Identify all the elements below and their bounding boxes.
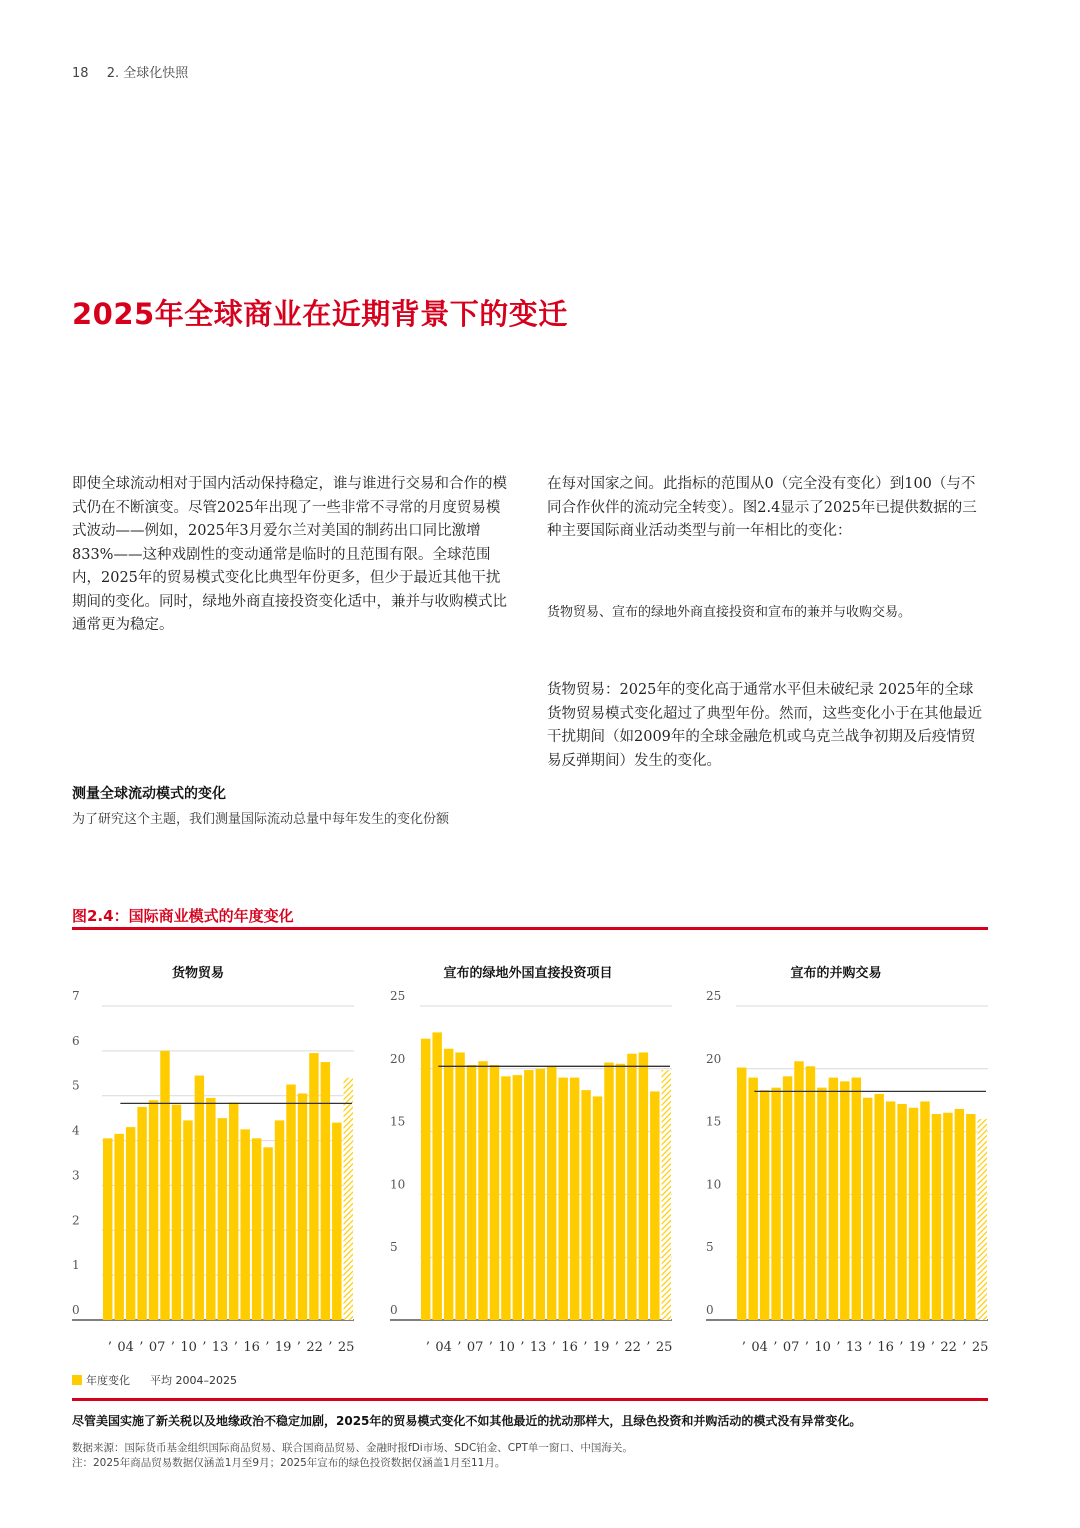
bar-partial-year [344, 1078, 353, 1320]
x-tick-label: ’ [139, 1340, 144, 1355]
bar [604, 1063, 613, 1320]
bar [126, 1127, 135, 1320]
x-tick-label: ’ [962, 1340, 967, 1355]
bar [863, 1098, 872, 1320]
mergers-acquisitions-chart [696, 990, 996, 1360]
y-tick-label: 1 [72, 1258, 80, 1273]
x-tick-label: 04 [117, 1340, 134, 1355]
x-tick-label: 22 [624, 1340, 641, 1355]
bar [627, 1054, 636, 1320]
y-tick-label: 25 [390, 990, 406, 1003]
page-title: 2025年全球商业在近期背景下的变迁 [72, 297, 568, 331]
x-tick-label: 19 [274, 1340, 292, 1355]
bar [966, 1114, 975, 1320]
bar [760, 1090, 769, 1320]
y-tick-label: 4 [72, 1123, 80, 1138]
x-tick-label: ’ [107, 1340, 112, 1355]
bar [103, 1138, 112, 1320]
x-tick-label: 19 [908, 1340, 926, 1355]
x-tick-label: 04 [435, 1340, 452, 1355]
y-tick-label: 20 [706, 1051, 722, 1066]
x-tick-label: 13 [529, 1340, 547, 1355]
x-tick-label: 04 [751, 1340, 768, 1355]
bar [467, 1065, 476, 1320]
bar [829, 1078, 838, 1320]
x-tick-label: 13 [845, 1340, 863, 1355]
bar [252, 1138, 261, 1320]
legend-bar-label: 年度变化 [86, 1374, 130, 1387]
x-tick-label: ’ [425, 1340, 430, 1355]
x-tick-label: 10 [498, 1340, 515, 1355]
bar [206, 1098, 215, 1320]
chart-title-goods-trade: 货物贸易 [171, 966, 224, 981]
intro-paragraph: 即使全球流动相对于国内活动保持稳定，谁与谁进行交易和合作的模式仍在不断演变。尽管2025年出现了一些非常不寻常的月度贸易模式波动——例如，2025年3月爱尔兰对美国的制药出口同比激增833%——这种戏剧性的变动通常是临时的且范围有限。全球范围内，2025年的贸易模式变化比典型年份更多，但少于最近其他干扰期间的变化。同时，绿地外商直接投资变化适中，兼并与收购模式比通常更为稳定。 [72, 476, 507, 633]
bar [840, 1081, 849, 1320]
bar [114, 1134, 123, 1320]
activity-types-paragraph: 货物贸易、宣布的绿地外商直接投资和宣布的兼并与收购交易。 [547, 605, 912, 620]
subheading: 测量全球流动模式的变化 [72, 786, 226, 802]
bar [737, 1068, 746, 1320]
bar [183, 1120, 192, 1320]
x-tick-label: ’ [583, 1340, 588, 1355]
x-tick-label: ’ [488, 1340, 493, 1355]
legend-average-label: 平均 2004–2025 [150, 1374, 237, 1387]
goods-trade-chart [62, 990, 362, 1360]
bar [897, 1104, 906, 1320]
x-tick-label: 07 [466, 1340, 484, 1355]
figure-conclusion: 尽管美国实施了新关税以及地缘政治不稳定加剧，2025年的贸易模式变化不如其他最近的扰动那样大，且绿色投资和并购活动的模式没有异常变化。 [72, 1414, 862, 1428]
y-tick-label: 5 [706, 1240, 714, 1255]
y-tick-label: 0 [706, 1303, 714, 1317]
y-tick-label: 15 [390, 1114, 406, 1129]
x-tick-label: ’ [265, 1340, 270, 1355]
x-tick-label: ’ [741, 1340, 746, 1355]
legend-bar-swatch [72, 1375, 82, 1385]
x-tick-label: ’ [328, 1340, 333, 1355]
bar [886, 1101, 895, 1320]
bar [909, 1108, 918, 1320]
figure-title: 图2.4：国际商业模式的年度变化 [72, 907, 294, 925]
bar [955, 1109, 964, 1320]
y-tick-label: 0 [390, 1303, 398, 1317]
bar [286, 1085, 295, 1321]
section-name: 2. 全球化快照 [106, 66, 189, 81]
page-header [72, 62, 188, 81]
subheading-text: 为了研究这个主题，我们测量国际流动总量中每年发生的变化份额 [72, 812, 450, 827]
x-tick-label: ’ [520, 1340, 525, 1355]
x-tick-label: ’ [233, 1340, 238, 1355]
figure-source-notes [72, 1441, 633, 1471]
bar [160, 1051, 169, 1320]
x-tick-label: 16 [877, 1340, 894, 1355]
bar [229, 1102, 238, 1320]
bar [501, 1076, 510, 1320]
x-tick-label: 22 [940, 1340, 957, 1355]
x-tick-label: 07 [782, 1340, 800, 1355]
x-tick-label: ’ [836, 1340, 841, 1355]
source-line: 数据来源：国际货币基金组织国际商品贸易、联合国商品贸易、金融时报fDi市场、SDC铂金、CPT单一窗口、中国海关。 [72, 1442, 633, 1454]
y-tick-label: 0 [72, 1303, 80, 1317]
bar [771, 1088, 780, 1320]
chart-title-greenfield-fdi: 宣布的绿地外国直接投资项目 [443, 966, 613, 981]
bar [478, 1061, 487, 1320]
bar [524, 1070, 533, 1320]
bar [421, 1039, 430, 1320]
x-tick-label: 19 [592, 1340, 610, 1355]
bar [943, 1113, 952, 1320]
greenfield-fdi-chart [380, 990, 680, 1360]
bar [817, 1088, 826, 1320]
bar [593, 1096, 602, 1320]
bar [783, 1076, 792, 1320]
bar [137, 1107, 146, 1320]
bar-partial-year [978, 1119, 987, 1320]
bar [650, 1091, 659, 1320]
figure-bottom-rule [72, 1398, 988, 1401]
bar [490, 1065, 499, 1320]
x-tick-label: 13 [211, 1340, 229, 1355]
bar [639, 1052, 648, 1320]
y-tick-label: 3 [72, 1168, 80, 1183]
x-tick-label: ’ [170, 1340, 175, 1355]
bar [581, 1090, 590, 1320]
bar [932, 1114, 941, 1320]
x-tick-label: ’ [867, 1340, 872, 1355]
bar [332, 1123, 341, 1320]
bar [513, 1075, 522, 1320]
bar [240, 1129, 249, 1320]
x-tick-label: ’ [773, 1340, 778, 1355]
bar [432, 1032, 441, 1320]
bar [570, 1078, 579, 1320]
chart-title-mergers-acquisitions: 宣布的并购交易 [790, 966, 882, 981]
x-tick-label: ’ [296, 1340, 301, 1355]
y-tick-label: 25 [706, 990, 722, 1003]
x-tick-label: 25 [337, 1340, 355, 1355]
bar [309, 1053, 318, 1320]
bar [149, 1100, 158, 1320]
bar [298, 1093, 307, 1320]
goods-trade-paragraph: 货物贸易：2025年的变化高于通常水平但未破纪录 2025年的全球货物贸易模式变化超过了典型年份。然而，这些变化小于在其他最近干扰期间（如2009年的全球金融危机或乌克兰战争初期及后疫情贸易反弹期间）发生的变化。 [547, 682, 982, 769]
bar [547, 1066, 556, 1320]
bar [172, 1105, 181, 1320]
bar [874, 1094, 883, 1320]
bar [275, 1120, 284, 1320]
bar [195, 1076, 204, 1320]
bar [616, 1064, 625, 1320]
bar [748, 1078, 757, 1320]
note-line: 注：2025年商品贸易数据仅涵盖1月至9月；2025年宣布的绿色投资数据仅涵盖1月至11月。 [72, 1457, 506, 1469]
bar [920, 1101, 929, 1320]
x-tick-label: 10 [180, 1340, 197, 1355]
bar [794, 1061, 803, 1320]
y-tick-label: 2 [72, 1213, 80, 1228]
x-tick-label: ’ [899, 1340, 904, 1355]
x-tick-label: 07 [148, 1340, 166, 1355]
bar [321, 1062, 330, 1320]
y-tick-label: 15 [706, 1114, 722, 1129]
x-tick-label: 16 [243, 1340, 260, 1355]
x-tick-label: ’ [457, 1340, 462, 1355]
page-number: 18 [72, 66, 89, 81]
x-tick-label: 25 [655, 1340, 673, 1355]
bar [536, 1069, 545, 1320]
x-tick-label: ’ [614, 1340, 619, 1355]
bar-partial-year [662, 1070, 671, 1320]
x-tick-label: ’ [202, 1340, 207, 1355]
bar [852, 1078, 861, 1320]
bar [558, 1078, 567, 1320]
bar [263, 1147, 272, 1320]
x-tick-label: 22 [306, 1340, 323, 1355]
y-tick-label: 10 [390, 1177, 406, 1192]
y-tick-label: 5 [390, 1240, 398, 1255]
y-tick-label: 7 [72, 990, 80, 1003]
y-tick-label: 20 [390, 1051, 406, 1066]
x-tick-label: 10 [814, 1340, 831, 1355]
x-tick-label: ’ [646, 1340, 651, 1355]
y-tick-label: 5 [72, 1078, 80, 1093]
x-tick-label: ’ [804, 1340, 809, 1355]
figure-top-rule [72, 927, 988, 930]
x-tick-label: 25 [971, 1340, 989, 1355]
bar [455, 1052, 464, 1320]
y-tick-label: 10 [706, 1177, 722, 1192]
x-tick-label: 16 [561, 1340, 578, 1355]
y-tick-label: 6 [72, 1033, 80, 1048]
x-tick-label: ’ [551, 1340, 556, 1355]
x-tick-label: ’ [930, 1340, 935, 1355]
bar [444, 1049, 453, 1320]
chart-legend [72, 1372, 237, 1388]
method-paragraph: 在每对国家之间。此指标的范围从0（完全没有变化）到100（与不同合作伙伴的流动完全转变）。图2.4显示了2025年已提供数据的三种主要国际商业活动类型与前一年相比的变化： [547, 476, 977, 539]
bar [218, 1118, 227, 1320]
bar [806, 1066, 815, 1320]
